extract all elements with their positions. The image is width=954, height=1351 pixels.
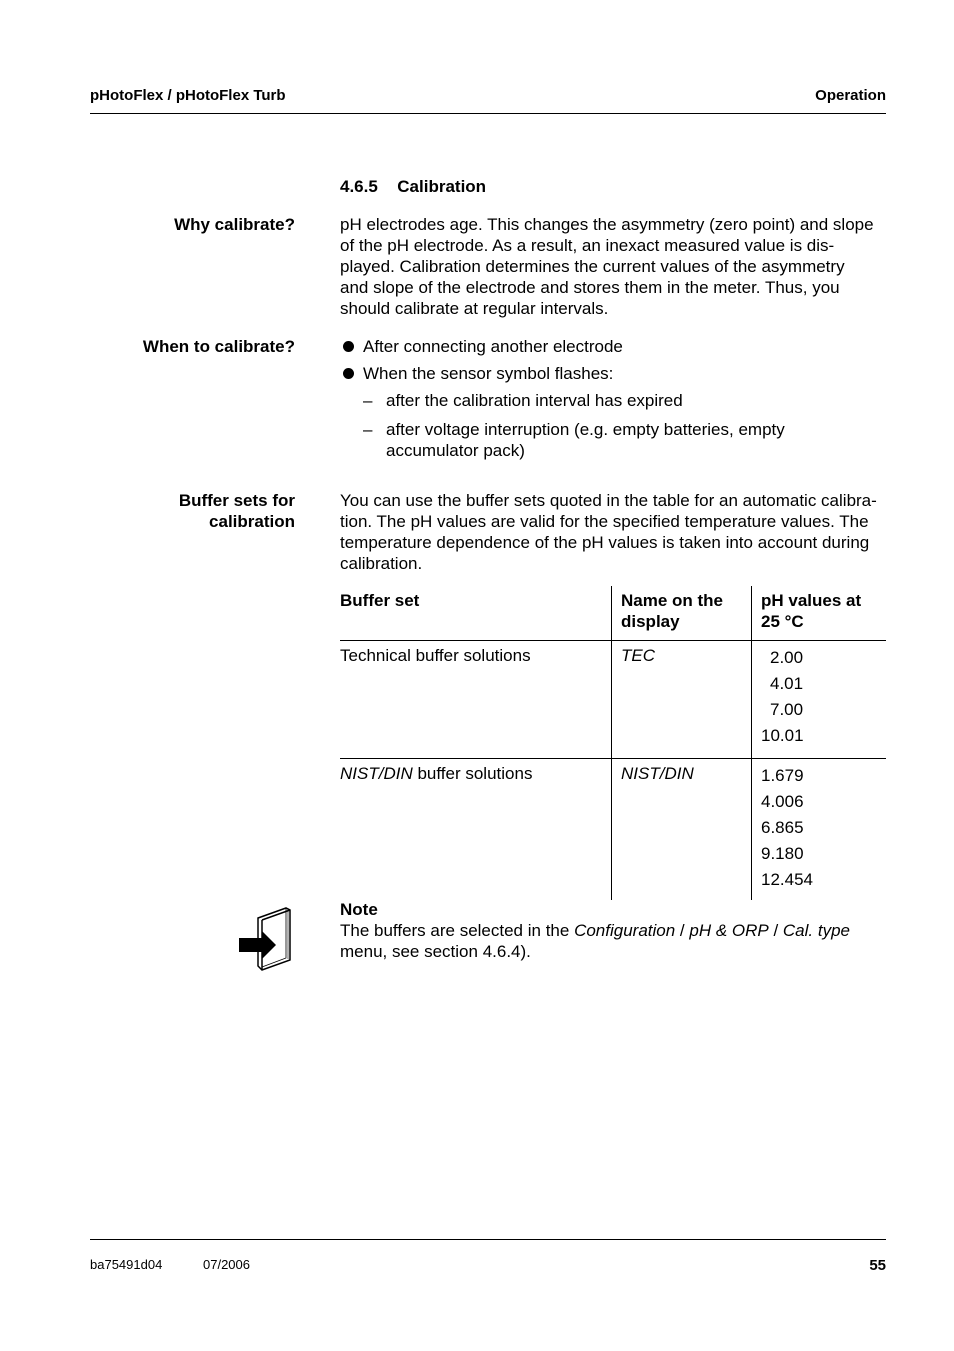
- header-line: 25 °C: [761, 612, 804, 631]
- display-name: TEC: [621, 646, 655, 665]
- buffer-sets-paragraph: [340, 490, 910, 574]
- ph-value: 10.01: [761, 726, 804, 745]
- paragraph-line: of the pH electrode. As a result, an inexact measured value is dis-: [340, 236, 835, 255]
- menu-separator: /: [768, 921, 783, 940]
- bullet-item: When the sensor symbol flashes:: [363, 364, 614, 383]
- footer-date: 07/2006: [203, 1257, 250, 1272]
- dash-item-line: accumulator pack): [386, 441, 525, 460]
- header-line: pH values at: [761, 591, 862, 610]
- table-row: [340, 641, 886, 759]
- dash-item: after the calibration interval has expired: [386, 391, 683, 410]
- menu-separator: /: [675, 921, 690, 940]
- display-name-cell: [612, 759, 752, 901]
- paragraph-line: should calibrate at regular intervals.: [340, 299, 609, 318]
- ph-value: 4.01: [770, 674, 804, 693]
- ph-values-cell: [752, 759, 887, 901]
- ph-value: 7.00: [770, 700, 804, 719]
- header-line: Name on the: [621, 591, 724, 610]
- ph-value: 1.679: [761, 766, 804, 785]
- dash-marker: –: [363, 420, 373, 439]
- menu-path-ph-orp: pH & ORP: [689, 921, 769, 940]
- book-arrow-icon: [236, 904, 298, 974]
- menu-path-cal-type: Cal. type: [782, 921, 850, 940]
- paragraph-line: You can use the buffer sets quoted in the table for an automatic calibra-: [340, 491, 877, 510]
- paragraph-line: pH electrodes age. This changes the asymmetry (zero point) and slope: [340, 215, 874, 234]
- table-row: [340, 759, 886, 901]
- buffer-set-cell: [340, 641, 612, 759]
- bullet-dot: [343, 341, 354, 352]
- ph-value: 12.454: [761, 870, 813, 889]
- note-block: [340, 899, 900, 962]
- label-line: Buffer sets for: [178, 491, 295, 510]
- buffer-set-text: Technical buffer solutions: [340, 646, 531, 665]
- ph-value: 9.180: [761, 844, 804, 863]
- when-calibrate-label: When to calibrate?: [142, 337, 295, 356]
- section-title: Calibration: [397, 177, 487, 196]
- why-calibrate-paragraph: [340, 214, 900, 319]
- menu-path-configuration: Configuration: [574, 921, 676, 940]
- column-header-buffer-set: Buffer set: [340, 586, 612, 641]
- note-line: [340, 920, 900, 941]
- page-number: 55: [869, 1257, 886, 1274]
- bullet-dot: [343, 368, 354, 379]
- header-rule: [90, 113, 886, 114]
- note-title: Note: [340, 900, 378, 919]
- ph-value: 2.00: [770, 648, 804, 667]
- footer-doc-id: ba75491d04: [90, 1257, 163, 1272]
- why-calibrate-label: Why calibrate?: [174, 215, 295, 234]
- column-header-ph: [752, 586, 887, 641]
- display-name: NIST/DIN: [621, 764, 694, 783]
- ph-values-cell: [752, 641, 887, 759]
- section-number: 4.6.5: [340, 177, 378, 196]
- note-line: menu, see section 4.6.4).: [340, 942, 531, 961]
- buffer-sets-label: [179, 490, 295, 532]
- label-line: calibration: [209, 512, 295, 531]
- header-line: display: [621, 612, 680, 631]
- ph-value: 4.006: [761, 792, 804, 811]
- paragraph-line: played. Calibration determines the current values of the asymmetry: [340, 257, 845, 276]
- ph-value: 6.865: [761, 818, 804, 837]
- paragraph-line: tion. The pH values are valid for the specified temperature values. The: [340, 512, 869, 531]
- buffer-set-cell: [340, 759, 612, 901]
- paragraph-line: and slope of the electrode and stores them in the meter. Thus, you: [340, 278, 840, 297]
- section-heading: [340, 177, 486, 197]
- buffer-set-italic: NIST/DIN: [340, 764, 413, 783]
- dash-item-line: after voltage interruption (e.g. empty batteries, empty: [386, 420, 785, 439]
- table-header-row: [340, 586, 886, 641]
- buffer-set-text: buffer solutions: [412, 764, 533, 783]
- running-header-title: pHotoFlex / pHotoFlex Turb: [90, 87, 286, 104]
- running-header-section: Operation: [815, 87, 886, 104]
- display-name-cell: [612, 641, 752, 759]
- column-header-name: [612, 586, 752, 641]
- note-text: The buffers are selected in the: [340, 921, 575, 940]
- dash-marker: –: [363, 391, 373, 410]
- paragraph-line: calibration.: [340, 554, 423, 573]
- buffer-table: [340, 586, 886, 900]
- footer-rule: [90, 1239, 886, 1240]
- bullet-item: After connecting another electrode: [363, 337, 623, 356]
- dash-item: [386, 419, 785, 461]
- paragraph-line: temperature dependence of the pH values is taken into account during: [340, 533, 870, 552]
